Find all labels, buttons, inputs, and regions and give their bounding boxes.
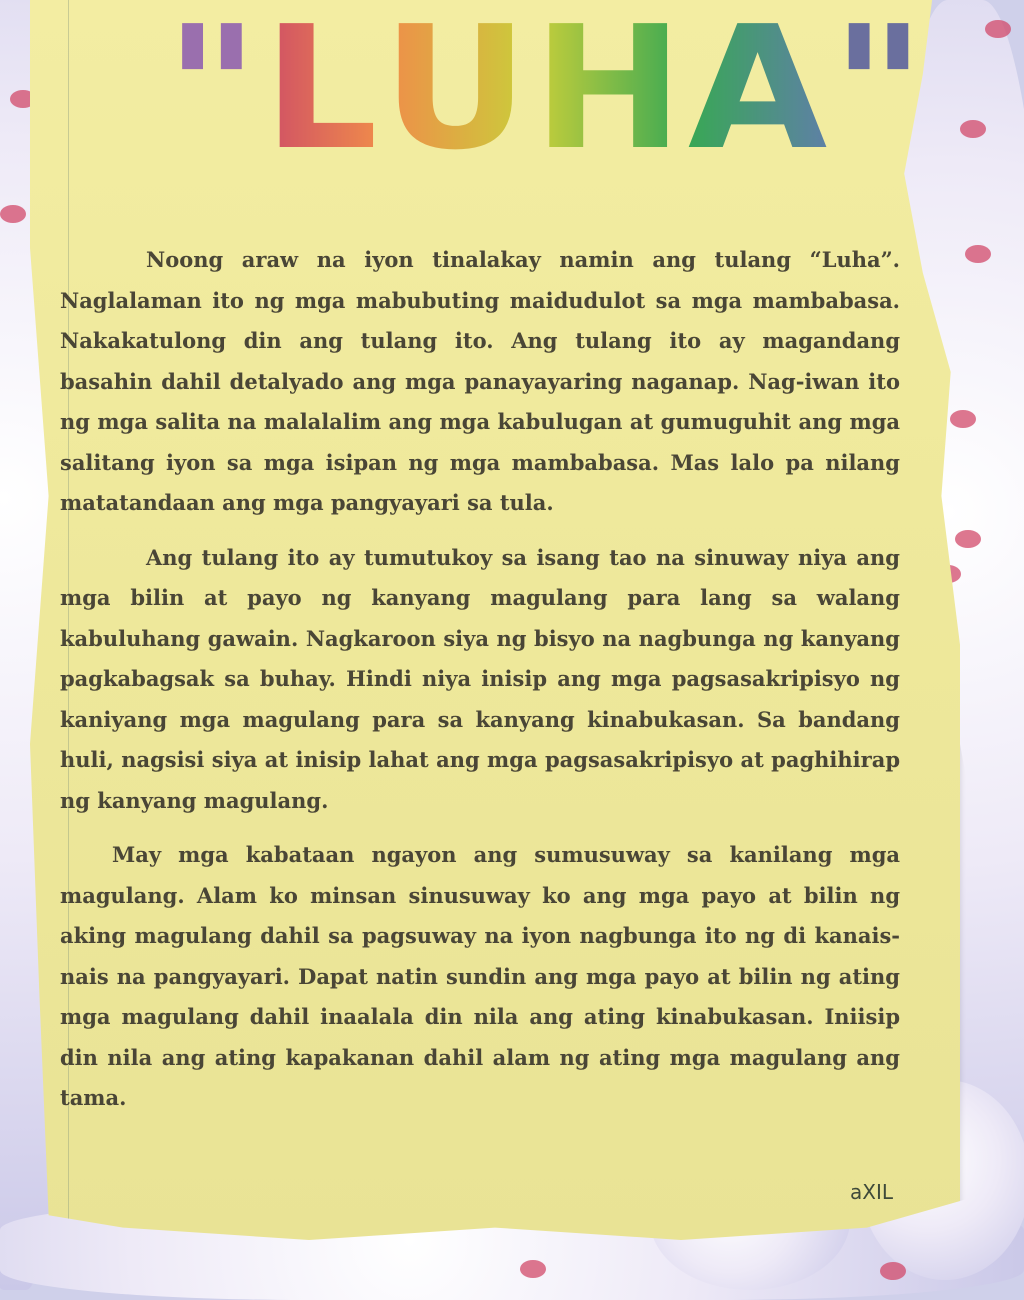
signature: aXIL [850, 1180, 893, 1204]
essay-body [60, 240, 900, 1133]
paragraph-3: May mga kabataan ngayon ang sumusuway sa kanilang mga magulang. Alam ko minsan sinusuway ko ang mga payo at bilin ng aking magulang dahil sa pagsuway na iyon nagbunga ito ng di kanais-nais na pangyayari. Dapat natin sundin ang mga payo at bilin ng ating mga magulang dahil inaalala din nila ang ating kinabukasan. Iniisip din nila ang ating kapakanan dahil alam ng ating mga magulang ang tama. [60, 842, 900, 1110]
title-letter-l: L [263, 0, 383, 188]
paragraph-2: Ang tulang ito ay tumutukoy sa isang tao na sinuway niya ang mga bilin at payo ng kanyang magulang para lang sa walang kabuluhang gawain. Nagkaroon siya ng bisyo na nagbunga ng kanyang pagkabagsak sa buhay. Hindi niya inisip ang mga pagsasakripisyo ng kaniyang mga magulang para sa kanyang kinabukasan. Sa bandang huli, nagsisi siya at inisip lahat ang mga pagsasakripisyo at paghihirap ng kanyang magulang. [60, 544, 900, 813]
title-close-quote: " [831, 0, 930, 188]
title-open-quote: " [165, 0, 264, 188]
red-fleck [985, 20, 1011, 38]
red-fleck [950, 410, 976, 428]
red-fleck [0, 205, 26, 223]
red-fleck [960, 120, 986, 138]
title-letter-a: A [687, 0, 832, 188]
title-letter-u: U [382, 0, 533, 188]
red-fleck [965, 245, 991, 263]
red-fleck [880, 1262, 906, 1280]
title-letter-h: H [532, 0, 688, 188]
red-fleck [955, 530, 981, 548]
document-title [165, 0, 930, 188]
red-fleck [520, 1260, 546, 1278]
paragraph-1: Noong araw na iyon tinalakay namin ang tulang “Luha”. Naglalaman ito ng mga mabubuting maidudulot sa mga mambabasa. Nakakatulong din ang tulang ito. Ang tulang ito ay magandang basahin dahil detalyado ang mga panayayaring naganap. Nag-iwan ito ng mga salita na malalalim ang mga kabulugan at gumuguhit ang mga salitang iyon sa mga isipan ng mga mambabasa. Mas lalo pa nilang matatandaan ang mga pangyayari sa tula. [60, 247, 900, 515]
